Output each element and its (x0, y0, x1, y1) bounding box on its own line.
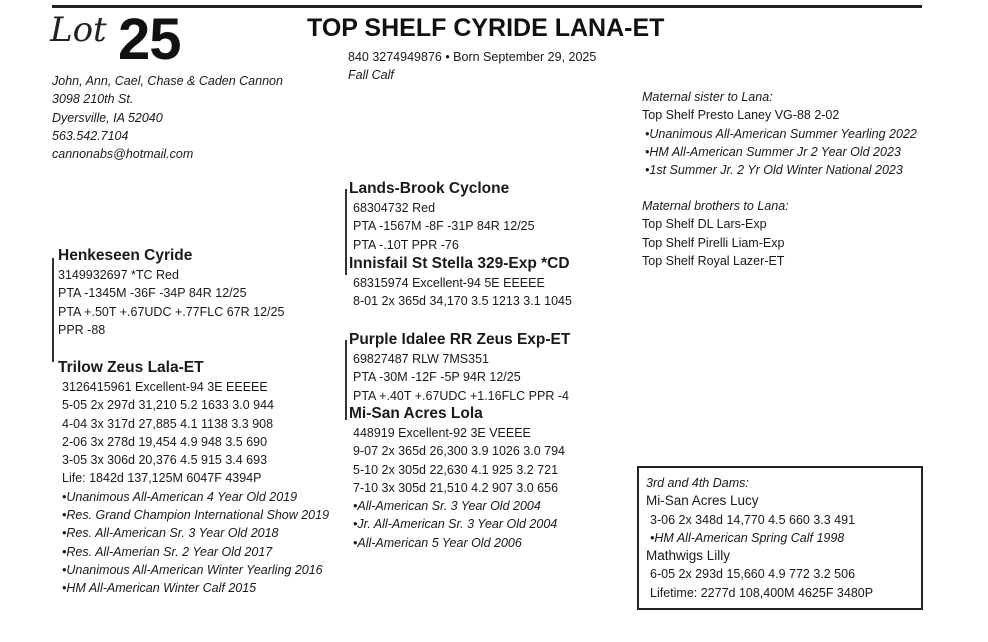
pedigree-bar-sire (345, 189, 347, 275)
maternal-sister-block (642, 88, 917, 179)
dam-lifetime: Life: 1842d 137,125M 6047F 4394P (62, 471, 262, 486)
dam-dam-award: •All-American 5 Year Old 2006 (353, 535, 522, 550)
sire-sire-block (349, 179, 535, 254)
sire-sire-name: Lands-Brook Cyclone (349, 180, 510, 197)
maternal-brother-name: Top Shelf Pirelli Liam-Exp (642, 235, 785, 250)
lot-number: 25 (118, 7, 181, 72)
dam-sire-name: Purple Idalee RR Zeus Exp-ET (349, 331, 571, 348)
sire-dam-name: Innisfail St Stella 329-Exp *CD (349, 255, 570, 272)
dam-dam-record: 5-10 2x 305d 22,630 4.1 925 3.2 721 (353, 462, 559, 477)
maternal-brothers-heading: Maternal brothers to Lana: (642, 199, 789, 213)
animal-title: TOP SHELF CYRIDE LANA-ET (307, 14, 665, 42)
dam-award: •Unanimous All-American Winter Yearling 2016 (62, 562, 323, 577)
maternal-sister-award: •HM All-American Summer Jr 2 Year Old 2023 (645, 144, 901, 159)
third-dam-record: 3-06 2x 348d 14,770 4.5 660 3.3 491 (650, 512, 856, 527)
dam-dam-reg: 448919 Excellent-92 3E VEEEE (353, 426, 531, 440)
sire-dam-record: 8-01 2x 365d 34,170 3.5 1213 3.1 1045 (353, 294, 572, 309)
maternal-sister-heading: Maternal sister to Lana: (642, 90, 773, 104)
owner-phone: 563.542.7104 (52, 128, 129, 143)
fourth-dam-record: 6-05 2x 293d 15,660 4.9 772 3.2 506 (650, 567, 856, 582)
dam-dam-award: •Jr. All-American Sr. 3 Year Old 2004 (353, 517, 558, 532)
dam-name: Trilow Zeus Lala-ET (58, 359, 204, 376)
sire-block (58, 246, 284, 339)
dam-record: 5-05 2x 297d 31,210 5.2 1633 3.0 944 (62, 398, 274, 413)
dam-dam-block (349, 404, 565, 552)
third-dam-name: Mi-San Acres Lucy (646, 493, 759, 509)
top-rule (52, 5, 922, 8)
dam-sire-pta1: PTA -30M -12F -5P 94R 12/25 (353, 370, 521, 385)
sire-sire-reg: 68304732 Red (353, 201, 436, 215)
dam-award: •HM All-American Winter Calf 2015 (62, 581, 257, 596)
dam-dam-record: 9-07 2x 365d 26,300 3.9 1026 3.0 794 (353, 444, 565, 459)
dam-award: •Unanimous All-American 4 Year Old 2019 (62, 489, 298, 504)
dam-sire-block (349, 330, 570, 405)
dam-award: •Res. All-American Sr. 3 Year Old 2018 (62, 526, 279, 541)
owner-city: Dyersville, IA 52040 (52, 110, 163, 125)
third-dam-award: •HM All-American Spring Calf 1998 (650, 530, 845, 545)
maternal-sister-award: •1st Summer Jr. 2 Yr Old Winter National 2023 (645, 163, 903, 178)
sire-ppr: PPR -88 (58, 322, 106, 337)
id-born: 840 3274949876 • Born September 29, 2025 (348, 50, 597, 64)
dam-sire-reg: 69827487 RLW 7MS351 (353, 352, 489, 366)
dam-dam-name: Mi-San Acres Lola (349, 405, 483, 422)
maternal-brothers-block (642, 197, 789, 270)
sire-dam-block (349, 254, 572, 311)
registration-info (348, 48, 596, 85)
dams-box-heading: 3rd and 4th Dams: (646, 476, 749, 490)
maternal-brother-name: Top Shelf Royal Lazer-ET (642, 253, 785, 268)
maternal-sister-award: •Unanimous All-American Summer Yearling 2022 (645, 126, 917, 141)
sire-sire-pta1: PTA -1567M -8F -31P 84R 12/25 (353, 219, 535, 234)
pedigree-bar-dam (345, 340, 347, 420)
owner-block (52, 72, 283, 163)
sire-reg: 3149932697 *TC Red (58, 268, 179, 282)
owner-email: cannonabs@hotmail.com (52, 147, 194, 162)
class-label: Fall Calf (348, 68, 394, 83)
sire-pta1: PTA -1345M -36F -34P 84R 12/25 (58, 286, 247, 301)
fourth-dam-name: Mathwigs Lilly (646, 548, 731, 564)
dam-record: 3-05 3x 306d 20,376 4.5 915 3.4 693 (62, 453, 268, 468)
sire-name: Henkeseen Cyride (58, 247, 193, 264)
dam-dam-award: •All-American Sr. 3 Year Old 2004 (353, 499, 541, 514)
owner-names: John, Ann, Cael, Chase & Caden Cannon (52, 74, 283, 88)
maternal-sister-name: Top Shelf Presto Laney VG-88 2-02 (642, 108, 840, 123)
dam-record: 2-06 3x 278d 19,454 4.9 948 3.5 690 (62, 434, 268, 449)
dam-reg: 3126415961 Excellent-94 3E EEEEE (62, 380, 268, 394)
lot-label: Lot (50, 10, 107, 50)
dams-box-content (646, 474, 873, 602)
dam-block (58, 358, 329, 598)
owner-street: 3098 210th St. (52, 92, 134, 107)
dam-award: •Res. All-Amerian Sr. 2 Year Old 2017 (62, 544, 273, 559)
fourth-dam-lifetime: Lifetime: 2277d 108,400M 4625F 3480P (650, 585, 874, 600)
sire-sire-pta2: PTA -.10T PPR -76 (353, 237, 459, 252)
dam-sire-pta2: PTA +.40T +.67UDC +1.16FLC PPR -4 (353, 388, 569, 403)
sire-dam-reg: 68315974 Excellent-94 5E EEEEE (353, 276, 545, 290)
sire-pta2: PTA +.50T +.67UDC +.77FLC 67R 12/25 (58, 304, 285, 319)
dam-dam-record: 7-10 3x 305d 21,510 4.2 907 3.0 656 (353, 480, 559, 495)
dam-award: •Res. Grand Champion International Show 2019 (62, 508, 330, 523)
pedigree-bar-left (52, 258, 54, 362)
maternal-brother-name: Top Shelf DL Lars-Exp (642, 217, 767, 232)
dam-record: 4-04 3x 317d 27,885 4.1 1138 3.3 908 (62, 416, 274, 431)
